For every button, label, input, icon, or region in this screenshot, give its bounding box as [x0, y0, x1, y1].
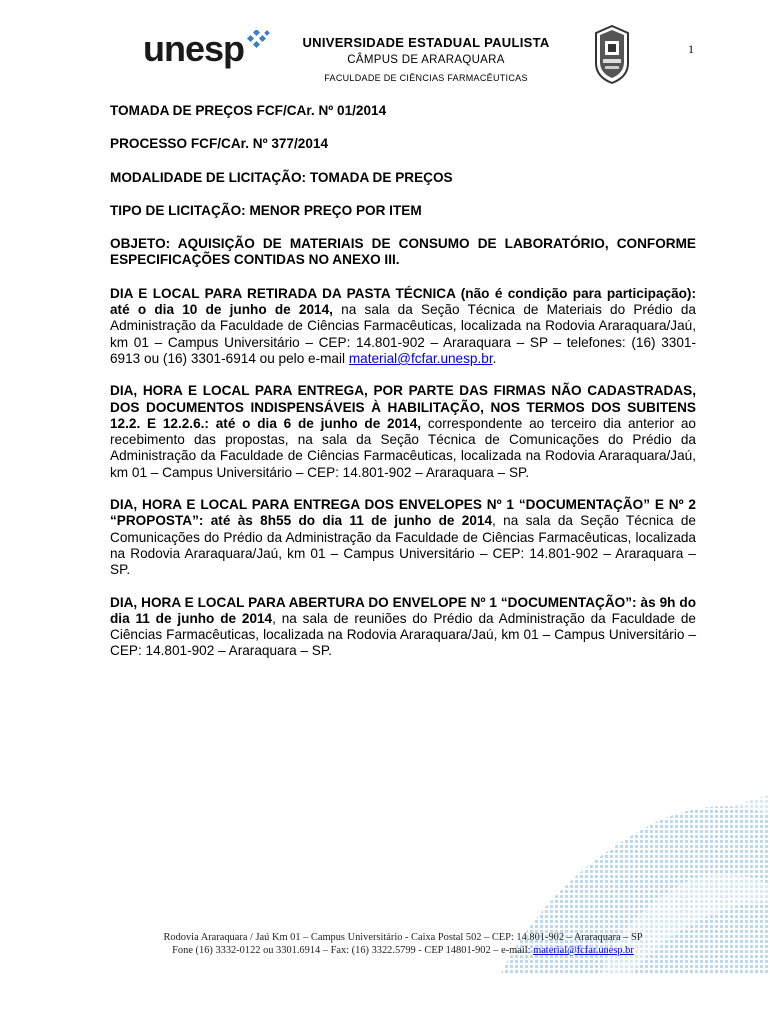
- page-number: 1: [688, 42, 694, 56]
- faculty-seal-icon: [593, 25, 631, 85]
- footer-contacts: [110, 944, 696, 957]
- unesp-logo-icon: [245, 30, 271, 50]
- abertura-text: , na sala de reuniões do Prédio da Administração da Faculdade de Ciências Farmacêuticas, localizada na Rodovia Araraquara/Jaú, km 01 – Campus Universitário – CEP: 14.801-902 – Araraquara – SP.: [110, 610, 696, 659]
- heading-modalidade: MODALIDADE DE LICITAÇÃO: TOMADA DE PREÇOS: [110, 169, 453, 185]
- heading-objeto: OBJETO: AQUISIÇÃO DE MATERIAIS DE CONSUMO DE LABORATÓRIO, CONFORME ESPECIFICAÇÕES CONTIDAS NO ANEXO III.: [110, 236, 696, 268]
- campus-name: CÂMPUS DE ARARAQUARA: [347, 54, 505, 66]
- faculty-name: FACULDADE DE CIÊNCIAS FARMACÊUTICAS: [324, 73, 528, 83]
- unesp-logo-text: unesp: [143, 28, 245, 69]
- email-link[interactable]: material@fcfar.unesp.br: [348, 350, 493, 366]
- university-name: UNIVERSIDADE ESTADUAL PAULISTA: [302, 35, 550, 50]
- document-body: [110, 103, 696, 676]
- abertura-bold: DIA, HORA E LOCAL PARA ABERTURA DO ENVELOPE Nº 1 “DOCUMENTAÇÃO”: às 9h do dia 11 de junho de 2014: [110, 594, 696, 626]
- institution-block: [292, 35, 560, 86]
- paragraph-entrega-envelopes: [110, 497, 696, 578]
- entrega-docs-bold: DIA, HORA E LOCAL PARA ENTREGA, POR PARTE DAS FIRMAS NÃO CADASTRADAS, DOS DOCUMENTOS INDISPENSÁVEIS À HABILITAÇÃO, NOS TERMOS DOS SUBITENS 12.2. E 12.2.6.: até o dia 6 de junho de 2014,: [110, 383, 696, 431]
- heading-processo: PROCESSO FCF/CAr. Nº 377/2014: [110, 136, 329, 152]
- paragraph-retirada: [110, 286, 696, 367]
- heading-tomada: TOMADA DE PREÇOS FCF/CAr. Nº 01/2014: [110, 103, 387, 118]
- heading-tipo: TIPO DE LICITAÇÃO: MENOR PREÇO POR ITEM: [110, 202, 422, 218]
- page-footer: [110, 931, 696, 957]
- entrega-envelopes-text: , na sala da Seção Técnica de Comunicações do Prédio da Administração da Faculdade de Ciências Farmacêuticas, localizada na Rodovia Araraquara/Jaú, km 01 – Campus Universitário – CEP: 14.801-902 – Araraquara – SP.: [110, 513, 696, 578]
- retirada-end: .: [492, 350, 497, 366]
- retirada-bold: DIA E LOCAL PARA RETIRADA DA PASTA TÉCNICA (não é condição para participação): até o dia 10 de junho de 2014,: [110, 285, 696, 318]
- paragraph-abertura: [110, 595, 696, 660]
- footer-phones: Fone (16) 3332-0122 ou 3301.6914 – Fax: (16) 3322.5799 - CEP 14801-902 – e-mail:: [172, 945, 534, 956]
- entrega-envelopes-bold: DIA, HORA E LOCAL PARA ENTREGA DOS ENVELOPES Nº 1 “DOCUMENTAÇÃO” E Nº 2 “PROPOSTA”: até às 8h55 do dia 11 de junho de 2014: [110, 497, 696, 529]
- footer-email-link[interactable]: material@fcfar.unesp.br: [533, 945, 634, 956]
- retirada-text: na sala da Seção Técnica de Materiais do Prédio da Administração da Faculdade de Ciências Farmacêuticas, localizada na Rodovia Araraquara/Jaú, km 01 – Campus Universitário – CEP: 14.801-902 – Araraquara – SP – telefones: (16) 3301-6913 ou (16) 3301-6914 ou pelo e-mail: [110, 302, 696, 366]
- entrega-docs-text: correspondente ao terceiro dia anterior ao recebimento das propostas, na sala da Seção Técnica de Comunicações do Prédio da Administração da Faculdade de Ciências Farmacêuticas, localizada na Rodovia Araraquara/Jaú, km 01 – Campus Universitário – CEP: 14.801-902 – Araraquara – SP.: [110, 415, 696, 480]
- paragraph-entrega-documentos: [110, 383, 696, 481]
- footer-address: Rodovia Araraquara / Jaú Km 01 – Campus Universitário - Caixa Postal 502 – CEP: 14.801-902 – Araraquara – SP: [163, 932, 643, 943]
